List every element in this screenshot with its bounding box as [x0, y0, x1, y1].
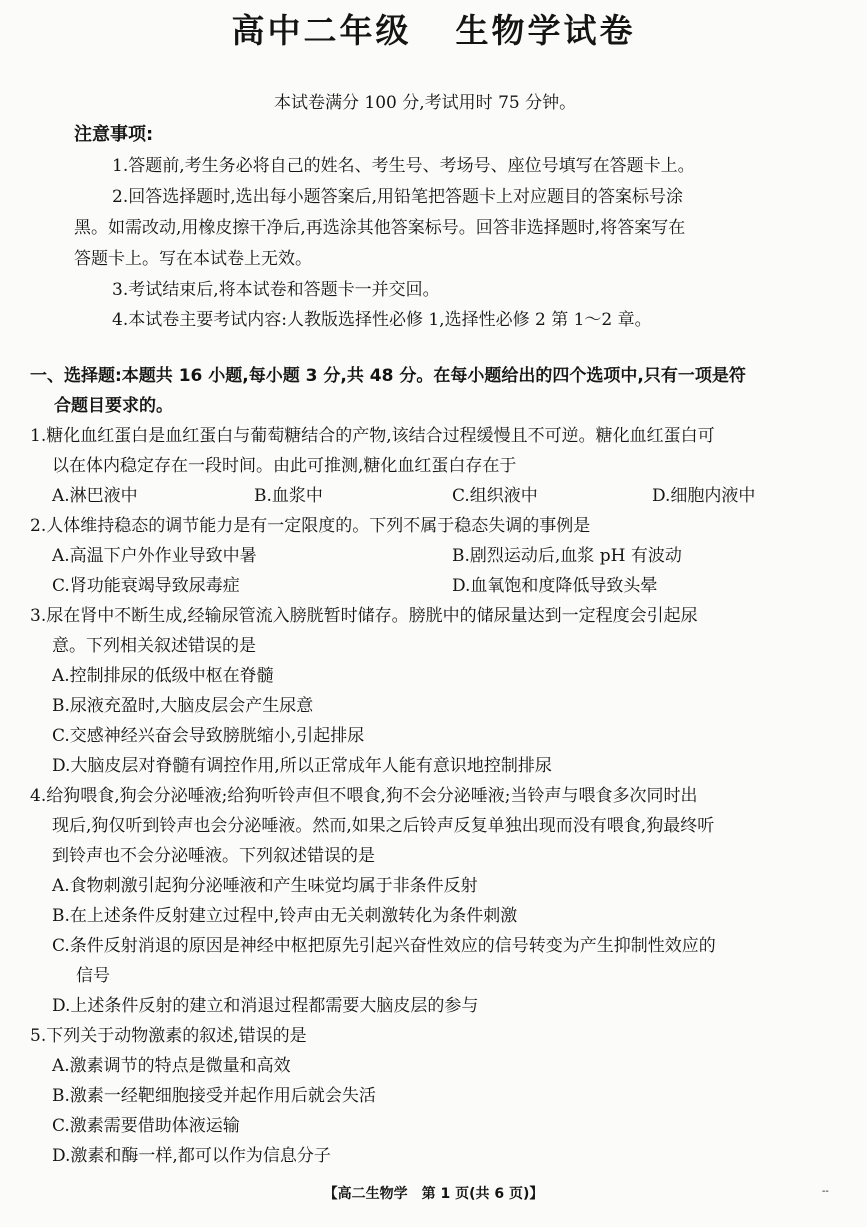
- q3-option-a: A.控制排尿的低级中枢在脊髓: [52, 666, 274, 686]
- q3-option-d: D.大脑皮层对脊髓有调控作用,所以正常成年人能有意识地控制排尿: [52, 756, 552, 776]
- title-subject: 生物学试卷: [455, 11, 636, 50]
- page-footer: 【高二生物学 第 1 页(共 6 页)】: [323, 1186, 544, 1202]
- q3-option-c: C.交感神经兴奋会导致膀胱缩小,引起排尿: [52, 726, 365, 746]
- notice-item-3: 3.考试结束后,将本试卷和答题卡一并交回。: [112, 280, 440, 300]
- q1-option-a: A.淋巴液中: [52, 486, 138, 506]
- section-1-heading-line-2: 合题目要求的。: [54, 396, 173, 416]
- q3-stem-line-2: 意。下列相关叙述错误的是: [52, 636, 256, 656]
- q4-stem-line-2: 现后,狗仅听到铃声也会分泌唾液。然而,如果之后铃声反复单独出现而没有喂食,狗最终听: [52, 816, 715, 836]
- q5-stem: 5.下列关于动物激素的叙述,错误的是: [30, 1026, 307, 1046]
- q3-stem-line-1: 3.尿在肾中不断生成,经输尿管流入膀胱暂时储存。膀胱中的储尿量达到一定程度会引起尿: [30, 606, 698, 626]
- q2-option-a: A.高温下户外作业导致中暑: [52, 546, 257, 566]
- notice-item-1: 1.答题前,考生务必将自己的姓名、考生号、考场号、座位号填写在答题卡上。: [112, 156, 695, 176]
- q4-option-b: B.在上述条件反射建立过程中,铃声由无关刺激转化为条件刺激: [52, 906, 518, 926]
- notice-item-4: 4.本试卷主要考试内容:人教版选择性必修 1,选择性必修 2 第 1～2 章。: [112, 310, 652, 330]
- q2-option-c: C.肾功能衰竭导致尿毒症: [52, 576, 240, 596]
- q5-option-c: C.激素需要借助体液运输: [52, 1116, 240, 1136]
- q2-option-d: D.血氧饱和度降低导致头晕: [452, 576, 658, 596]
- q5-option-b: B.激素一经靶细胞接受并起作用后就会失活: [52, 1086, 376, 1106]
- q1-option-d: D.细胞内液中: [652, 486, 756, 506]
- q5-option-a: A.激素调节的特点是微量和高效: [52, 1056, 291, 1076]
- q1-option-c: C.组织液中: [452, 486, 538, 506]
- page-corner-mark: --: [822, 1186, 829, 1197]
- q1-stem-line-2: 以在体内稳定存在一段时间。由此可推测,糖化血红蛋白存在于: [52, 456, 517, 476]
- q2-stem: 2.人体维持稳态的调节能力是有一定限度的。下列不属于稳态失调的事例是: [30, 516, 591, 536]
- title-grade: 高中二年级: [231, 11, 412, 50]
- exam-intro: 本试卷满分 100 分,考试用时 75 分钟。: [274, 93, 577, 113]
- q5-option-d: D.激素和酶一样,都可以作为信息分子: [52, 1146, 331, 1166]
- q1-option-b: B.血浆中: [254, 486, 323, 506]
- section-1-heading-line-1: 一、选择题:本题共 16 小题,每小题 3 分,共 48 分。在每小题给出的四个选项中,只有一项是符: [30, 366, 746, 386]
- exam-title: [0, 6, 867, 56]
- notice-heading: 注意事项:: [74, 124, 154, 145]
- q4-option-c-line-1: C.条件反射消退的原因是神经中枢把原先引起兴奋性效应的信号转变为产生抑制性效应的: [52, 936, 716, 956]
- q1-stem-line-1: 1.糖化血红蛋白是血红蛋白与葡萄糖结合的产物,该结合过程缓慢且不可逆。糖化血红蛋白可: [30, 426, 715, 446]
- q4-stem-line-1: 4.给狗喂食,狗会分泌唾液;给狗听铃声但不喂食,狗不会分泌唾液;当铃声与喂食多次同时出: [30, 786, 698, 806]
- notice-item-2-line-1: 2.回答选择题时,选出每小题答案后,用铅笔把答题卡上对应题目的答案标号涂: [112, 187, 684, 207]
- notice-item-2-line-3: 答题卡上。写在本试卷上无效。: [74, 249, 312, 269]
- q3-option-b: B.尿液充盈时,大脑皮层会产生尿意: [52, 696, 314, 716]
- q4-option-d: D.上述条件反射的建立和消退过程都需要大脑皮层的参与: [52, 996, 479, 1016]
- q4-option-a: A.食物刺激引起狗分泌唾液和产生味觉均属于非条件反射: [52, 876, 478, 896]
- q2-option-b: B.剧烈运动后,血浆 pH 有波动: [452, 546, 682, 566]
- q4-stem-line-3: 到铃声也不会分泌唾液。下列叙述错误的是: [52, 846, 375, 866]
- notice-item-2-line-2: 黑。如需改动,用橡皮擦干净后,再选涂其他答案标号。回答非选择题时,将答案写在: [74, 218, 686, 238]
- q4-option-c-line-2: 信号: [76, 966, 110, 986]
